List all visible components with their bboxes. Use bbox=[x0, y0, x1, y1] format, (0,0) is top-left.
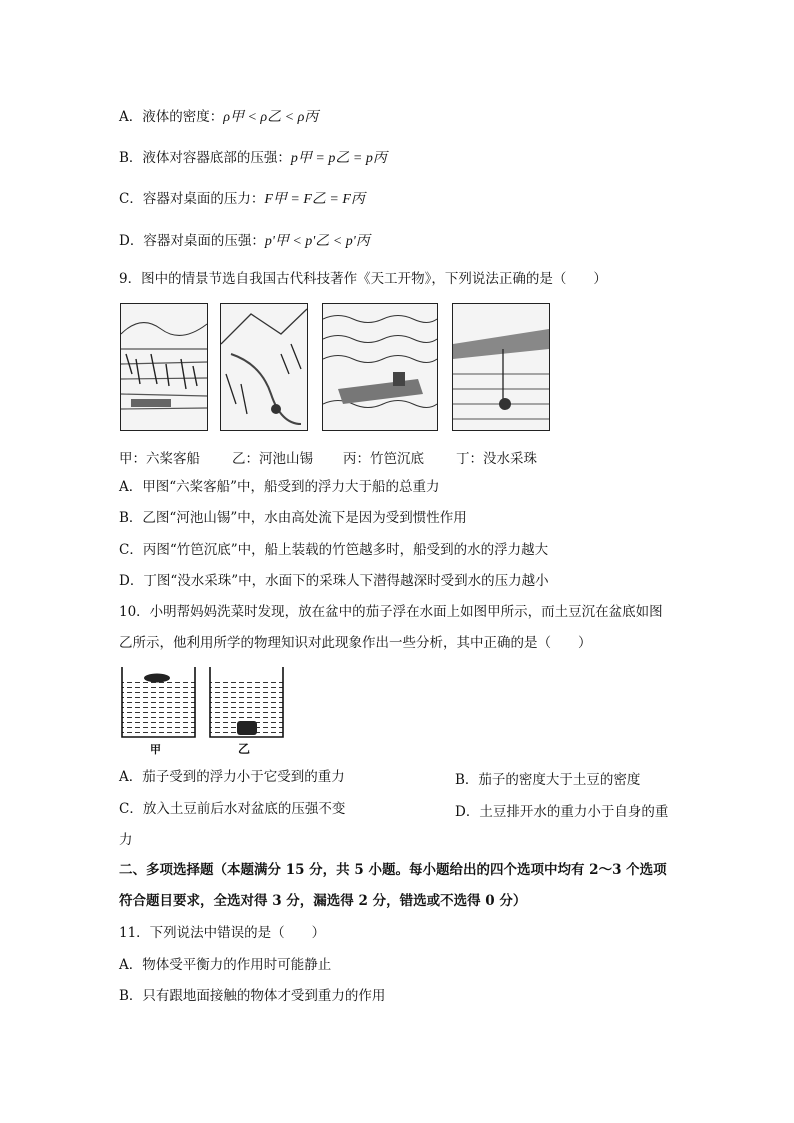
q9-caption-jia: 甲：六桨客船 bbox=[119, 451, 200, 467]
q8-option-b-formula: p甲 = p乙 = p丙 bbox=[290, 151, 387, 166]
q9-caption-ding: 丁：没水采珠 bbox=[456, 451, 537, 467]
q8-option-d-formula: p'甲 < p'乙 < p'丙 bbox=[264, 234, 370, 249]
q8-option-b bbox=[119, 149, 387, 168]
section2-heading-line2: 符合题目要求，全选对得 3 分，漏选得 2 分，错选或不选得 0 分） bbox=[119, 893, 527, 909]
q8-option-d bbox=[119, 232, 370, 251]
q9-caption-yi: 乙：河池山锡 bbox=[232, 451, 313, 467]
q8-option-c-formula: F甲 = F乙 = F丙 bbox=[264, 192, 365, 207]
q10-stem-line1: 10．小明帮妈妈洗菜时发现，放在盆中的茄子浮在水面上如图甲所示，而土豆沉在盆底如图 bbox=[119, 604, 663, 620]
q9-figure-yi bbox=[220, 303, 308, 431]
q8-option-d-label: D．容器对桌面的压强： bbox=[119, 233, 265, 249]
q9-option-b: B．乙图“河池山锡”中，水由高处流下是因为受到惯性作用 bbox=[119, 510, 467, 526]
section2-heading-line1: 二、多项选择题（本题满分 15 分，共 5 小题。每小题给出的四个选项中均有 2～3 个选项 bbox=[119, 862, 667, 878]
q9-option-a: A．甲图“六桨客船”中，船受到的浮力大于船的总重力 bbox=[119, 479, 440, 495]
q9-option-c: C．丙图“竹笆沉底”中，船上装载的竹笆越多时，船受到的水的浮力越大 bbox=[119, 542, 549, 558]
q8-option-a bbox=[119, 108, 318, 127]
q9-option-d: D．丁图“没水采珠”中，水面下的采珠人下潜得越深时受到水的压力越小 bbox=[119, 573, 549, 589]
q8-option-c bbox=[119, 190, 365, 209]
q11-option-a: A．物体受平衡力的作用时可能静止 bbox=[119, 957, 332, 973]
q9-figure-bing bbox=[322, 303, 438, 431]
q10-option-a: A．茄子受到的浮力小于它受到的重力 bbox=[119, 769, 345, 785]
q11-option-b: B．只有跟地面接触的物体才受到重力的作用 bbox=[119, 988, 386, 1004]
q10-option-d: D．土豆排开水的重力小于自身的重 bbox=[455, 804, 669, 820]
q9-figure-ding bbox=[452, 303, 550, 431]
q8-option-a-formula: ρ甲 < ρ乙 < ρ丙 bbox=[223, 110, 319, 125]
q9-stem: 9．图中的情景节选自我国古代科技著作《天工开物》，下列说法正确的是（ ） bbox=[119, 271, 607, 287]
q11-stem: 11．下列说法中错误的是（ ） bbox=[119, 925, 326, 941]
q10-figure-label-yi: 乙 bbox=[238, 742, 251, 756]
q10-stem-line2: 乙所示，他利用所学的物理知识对此现象作出一些分析，其中正确的是（ ） bbox=[119, 635, 592, 651]
q9-figure-jia bbox=[120, 303, 208, 431]
q10-option-d-wrap: 力 bbox=[119, 832, 133, 848]
q8-option-a-label: A．液体的密度： bbox=[119, 109, 224, 125]
q10-figure-label-jia: 甲 bbox=[150, 743, 161, 756]
q8-option-b-label: B．液体对容器底部的压强： bbox=[119, 150, 291, 166]
q10-option-b: B．茄子的密度大于土豆的密度 bbox=[455, 772, 641, 788]
q8-option-c-label: C．容器对桌面的压力： bbox=[119, 191, 265, 207]
q10-option-c: C．放入土豆前后水对盆底的压强不变 bbox=[119, 801, 346, 817]
q10-figure bbox=[119, 665, 289, 757]
q9-caption-bing: 丙：竹笆沉底 bbox=[343, 451, 424, 467]
